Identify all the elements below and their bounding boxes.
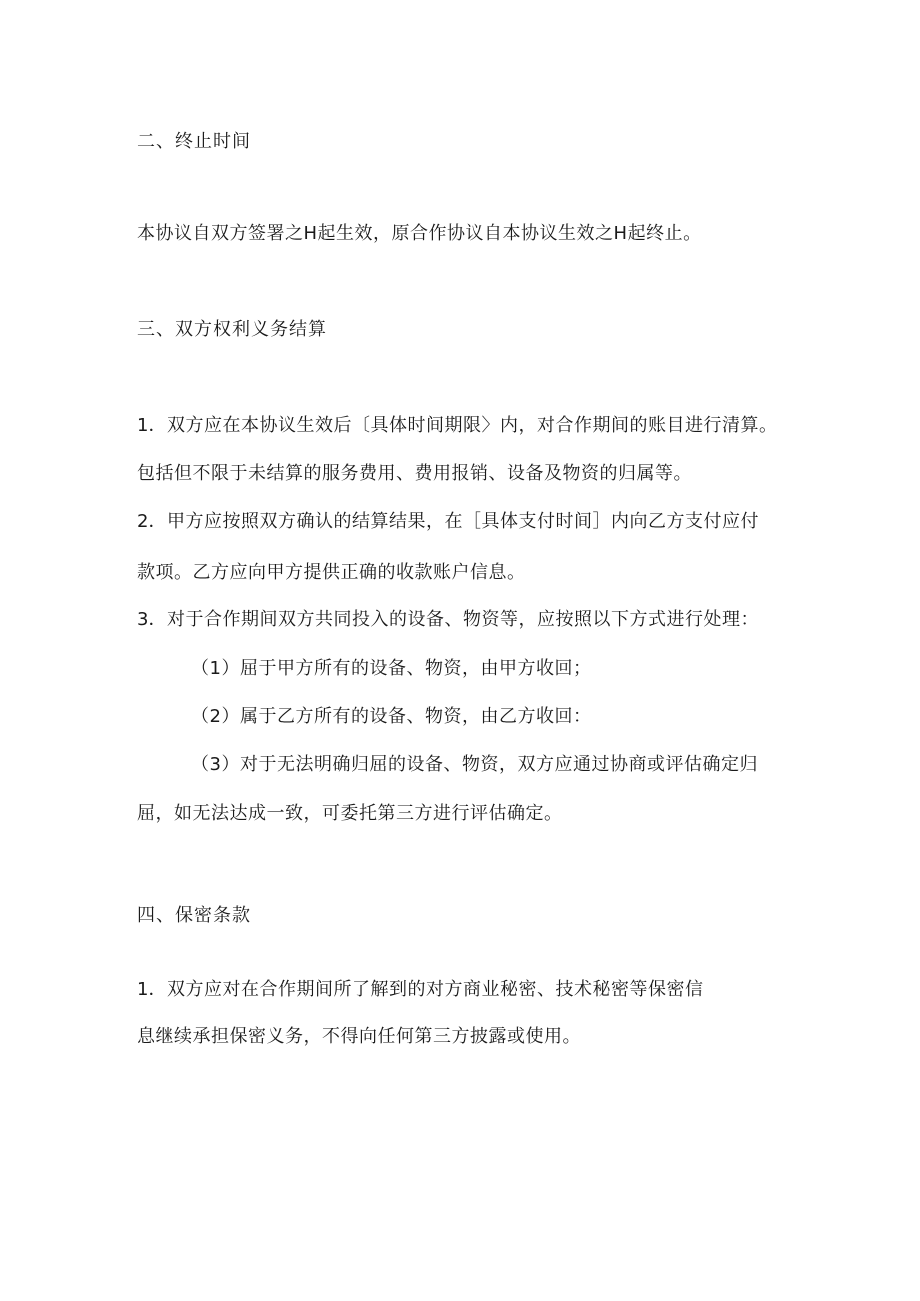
clause-number: 1: [137, 979, 149, 1000]
clause-line: [137, 608, 759, 632]
clause-text-continuation: 包括但不限于未结算的服务费用、费用报销、设备及物资的归属等。: [137, 463, 692, 484]
section-heading-confidentiality: 四、保密条款: [137, 905, 251, 926]
subclause-line: （2）属于乙方所有的设备、物资，由乙方收回：: [191, 706, 592, 727]
clause-text-continuation: 息继续承担保密义务，不得向任何第三方披露或使用。: [137, 1026, 581, 1047]
clause-text-continuation: 款项。乙方应向甲方提供正确的收款账户信息。: [137, 562, 526, 583]
clause-text: ．双方应对在合作期间所了解到的对方商业秘密、技术秘密等保密信: [148, 979, 704, 1000]
section-heading-termination: 二、终止时间: [137, 131, 251, 152]
clause-number: 1: [137, 415, 149, 436]
clause-line: [137, 978, 703, 1002]
clause-text: ．对于合作期间双方共同投入的设备、物资等，应按照以下方式进行处理：: [148, 609, 759, 630]
clause-number: 2: [137, 511, 149, 532]
clause-number: 3: [137, 609, 149, 630]
clause-line: [137, 510, 759, 534]
subclause-continuation: 屈，如无法达成一致，可委托第三方进行评估确定。: [137, 803, 563, 824]
subclause-line: （1）屈于甲方所有的设备、物资，由甲方收回；: [191, 658, 592, 679]
clause-line: [137, 414, 777, 438]
subclause-line: （3）对于无法明确归屈的设备、物资，双方应通过协商或评估确定归: [191, 754, 758, 775]
section-heading-settlement: 三、双方权利义务结算: [137, 319, 327, 340]
clause-text: ．双方应在本协议生效后〔具体时间期限〉内，对合作期间的账目进行清算。: [148, 415, 778, 436]
clause-text: ．甲方应按照双方确认的结算结果，在［具体支付时间］内向乙方支付应付: [148, 511, 759, 532]
paragraph-termination: 本协议自双方签署之H起生效，原合作协议自本协议生效之H起终止。: [137, 223, 702, 244]
